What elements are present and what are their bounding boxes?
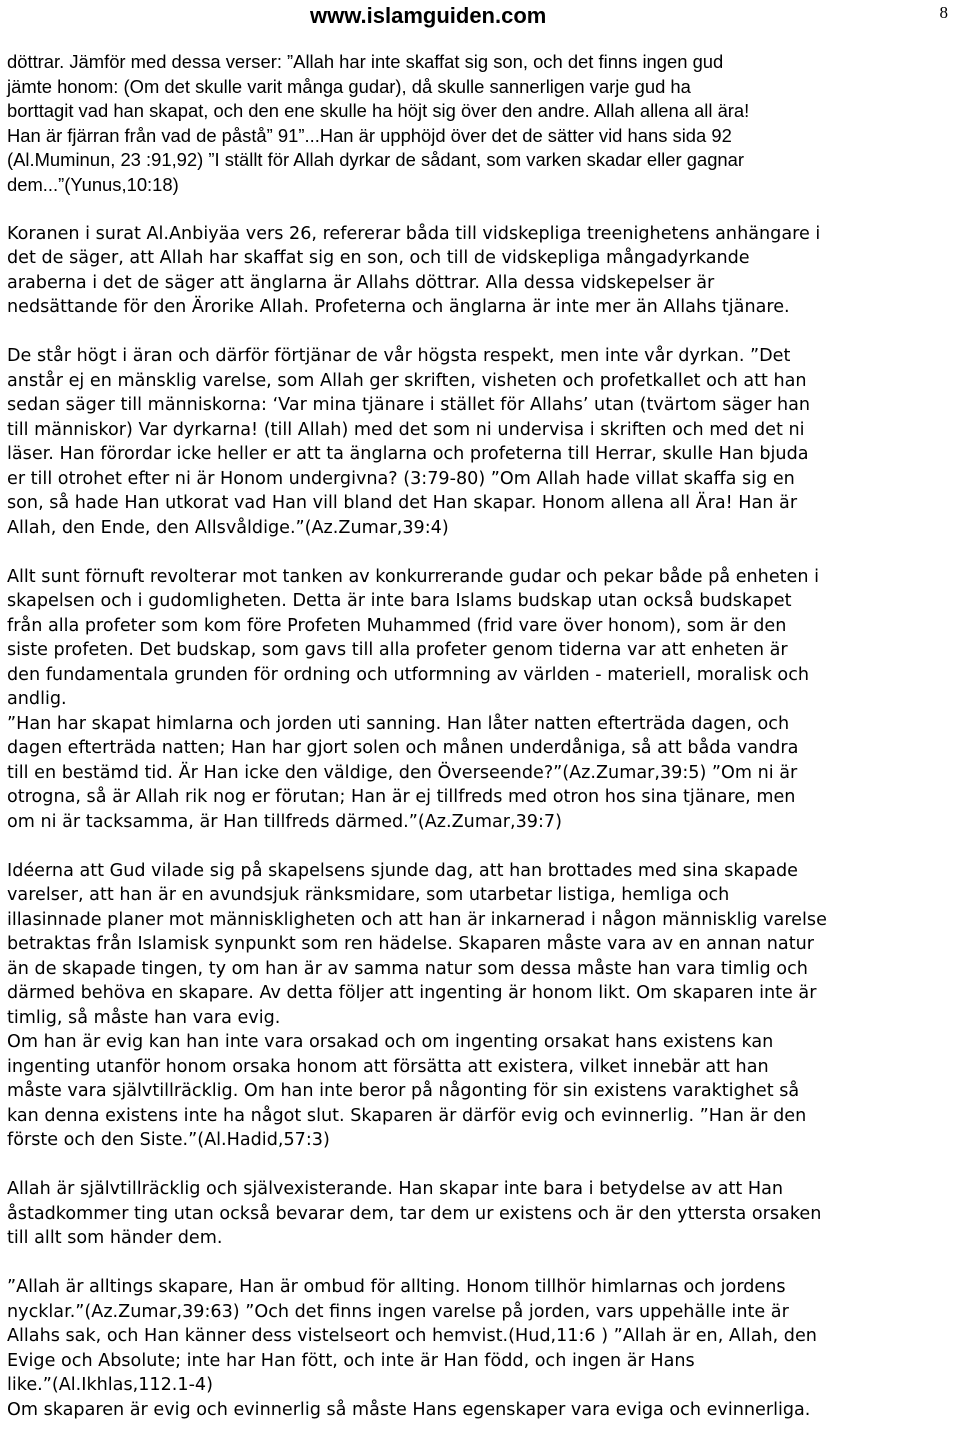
text-line: om ni är tacksamma, är Han tillfreds därmed.”(Az.Zumar,39:7) [7, 811, 562, 832]
text-line: ”Allah är alltings skapare, Han är ombud för allting. Honom tillhör himlarnas och jordens [7, 1277, 786, 1297]
text-line: nedsättande för den Ärorike Allah. Profeterna och änglarna är inte mer än Allahs tjänare. [7, 297, 790, 317]
text-line: Allah, den Ende, den Allsvåldige.”(Az.Zumar,39:4) [7, 517, 449, 538]
text-line: betraktas från Islamisk synpunkt som ren hädelse. Skaparen måste vara av en annan natur [7, 934, 814, 954]
text-line: Om skaparen är evig och evinnerlig så måste Hans egenskaper vara eviga och evinnerliga. [7, 1399, 811, 1420]
text-line: förste och den Siste.”(Al.Hadid,57:3) [7, 1130, 330, 1150]
text-line: anstår ej en mänsklig varelse, som Allah ger skriften, visheten och profetkallet och att han [7, 370, 807, 391]
site-url: www.islamguiden.com [310, 3, 547, 28]
text-line: like.”(Al.Ikhlas,112.1-4) [7, 1375, 213, 1395]
page-header [0, 2, 960, 32]
paragraph-3 [7, 344, 958, 540]
text-line: Allahs sak, och Han känner dess vistelseort och hemvist.(Hud,11:6 ) ”Allah är en, Allah, den [7, 1326, 817, 1346]
text-line: Han är fjärran från vad de påstå” 91”...Han är upphöjd över det de sätter vid hans sida 92 [7, 124, 732, 146]
text-line: dagen efterträda natten; Han har gjort solen och månen underdåniga, så att båda vandra [7, 738, 799, 758]
text-line: den fundamentala grunden för ordning och utformning av världen - materiell, moralisk och [7, 664, 810, 685]
text-line: från alla profeter som kom före Profeten Muhammed (frid vare över honom), som är den [7, 615, 787, 636]
text-line: son, så hade Han utkorat vad Han vill bland det Han skapar. Honom allena all Ära! Han är [7, 493, 798, 513]
text-line: än de skapade tingen, ty om han är av samma natur som dessa måste han vara timlig och [7, 958, 808, 979]
text-line: De står högt i äran och därför förtjänar de vår högsta respekt, men inte vår dyrkan. ”Det [7, 346, 791, 366]
text-line: Evige och Absolute; inte har Han fött, och inte är Han född, och ingen är Hans [7, 1350, 695, 1371]
text-line: illasinnade planer mot människligheten och att han är inkarnerad i någon människlig varelse [7, 909, 827, 930]
text-line: er till otrohet efter ni är Honom undergivna? (3:79-80) ”Om Allah hade villat skaffa sig en [7, 468, 795, 489]
text-line: Om han är evig kan han inte vara orsakad och om ingenting orsakat hans existens kan [7, 1032, 774, 1052]
text-line: nycklar.”(Az.Zumar,39:63) ”Och det finns ingen varelse på jorden, vars uppehälle inte är [7, 1301, 789, 1322]
text-line: till en bestämd tid. Är Han icke den väldige, den Överseende?”(Az.Zumar,39:5) ”Om ni är [7, 762, 798, 783]
paragraph-2 [7, 222, 958, 320]
text-line: skapelsen och i gudomligheten. Detta är inte bara Islams budskap utan också budskapet [7, 591, 792, 611]
text-line: till människor) Var dyrkarna! (till Allah) med det som ni undervisa i skriften och med det ni [7, 419, 805, 440]
text-line: siste profeten. Det budskap, som gavs till alla profeter genom tiderna var att enheten är [7, 640, 788, 660]
text-line: till allt som händer dem. [7, 1228, 223, 1248]
text-line: kan denna existens inte ha något slut. Skaparen är därför evig och evinnerlig. ”Han är den [7, 1105, 807, 1126]
text-line: dem...”(Yunus,10:18) [7, 173, 179, 195]
text-line: läser. Han förordar icke heller er att ta änglarna och profeterna till Herrar, skulle Han bjuda [7, 444, 809, 464]
text-line: araberna i det de säger att änglarna är Allahs döttrar. Alla dessa vidskepelser är [7, 272, 715, 293]
text-line: Idéerna att Gud vilade sig på skapelsens sjunde dag, att han brottades med sina skapade [7, 860, 798, 881]
text-line: döttrar. Jämför med dessa verser: ”Allah har inte skaffat sig son, och det finns ingen gud [7, 51, 724, 72]
text-line: otrogna, så är Allah rik nog er förutan; Han är ej tillfreds med otron hos sina tjänare, men [7, 787, 796, 807]
text-line: Allt sunt förnuft revolterar mot tanken av konkurrerande gudar och pekar både på enheten i [7, 566, 820, 587]
paragraph-7 [7, 1275, 958, 1422]
paragraph-4 [7, 565, 958, 835]
text-line: Allah är självtillräcklig och självexisterande. Han skapar inte bara i betydelse av att Han [7, 1179, 784, 1199]
paragraph-5 [7, 859, 958, 1153]
text-line: jämte honom: (Om det skulle varit många gudar), då skulle sannerligen varje gud ha [7, 75, 691, 97]
paragraph-6 [7, 1177, 958, 1251]
paragraph-1 [7, 50, 958, 197]
text-line: ”Han har skapat himlarna och jorden uti sanning. Han låter natten efterträda dagen, och [7, 713, 790, 734]
text-line: varelser, att han är en avundsjuk ränksmidare, som utarbetar listiga, hemliga och [7, 885, 730, 905]
text-line: borttagit vad han skapat, och den ene skulle ha höjt sig över den andre. Allah allena all ära! [7, 100, 750, 121]
text-line: ingenting utanför honom orsaka honom att försätta att existera, vilket innebär att han [7, 1056, 769, 1077]
text-line: andlig. [7, 689, 67, 709]
document-body [7, 50, 958, 1422]
text-line: åstadkommer ting utan också bevarar dem, tar dem ur existens och är den yttersta orsaken [7, 1203, 822, 1224]
text-line: det de säger, att Allah har skaffat sig en son, och till de vidskepliga mångadyrkande [7, 248, 750, 268]
text-line: timlig, så måste han vara evig. [7, 1007, 281, 1028]
text-line: sedan säger till människorna: ‘Var mina tjänare i stället för Allahs’ utan (tvärtom säger han [7, 395, 811, 415]
text-line: därmed behöva en skapare. Av detta följer att ingenting är honom likt. Om skaparen inte är [7, 983, 817, 1003]
text-line: Koranen i surat Al.Anbiyäa vers 26, refererar båda till vidskepliga treenighetens anhängare i [7, 223, 821, 244]
page-number: 8 [939, 3, 948, 22]
text-line: måste vara självtillräcklig. Om han inte beror på någonting för sin existens varaktighet så [7, 1081, 800, 1101]
text-line: (Al.Muminun, 23 :91,92) ”I ställt för Allah dyrkar de sådant, som varken skadar eller gagnar [7, 149, 744, 170]
